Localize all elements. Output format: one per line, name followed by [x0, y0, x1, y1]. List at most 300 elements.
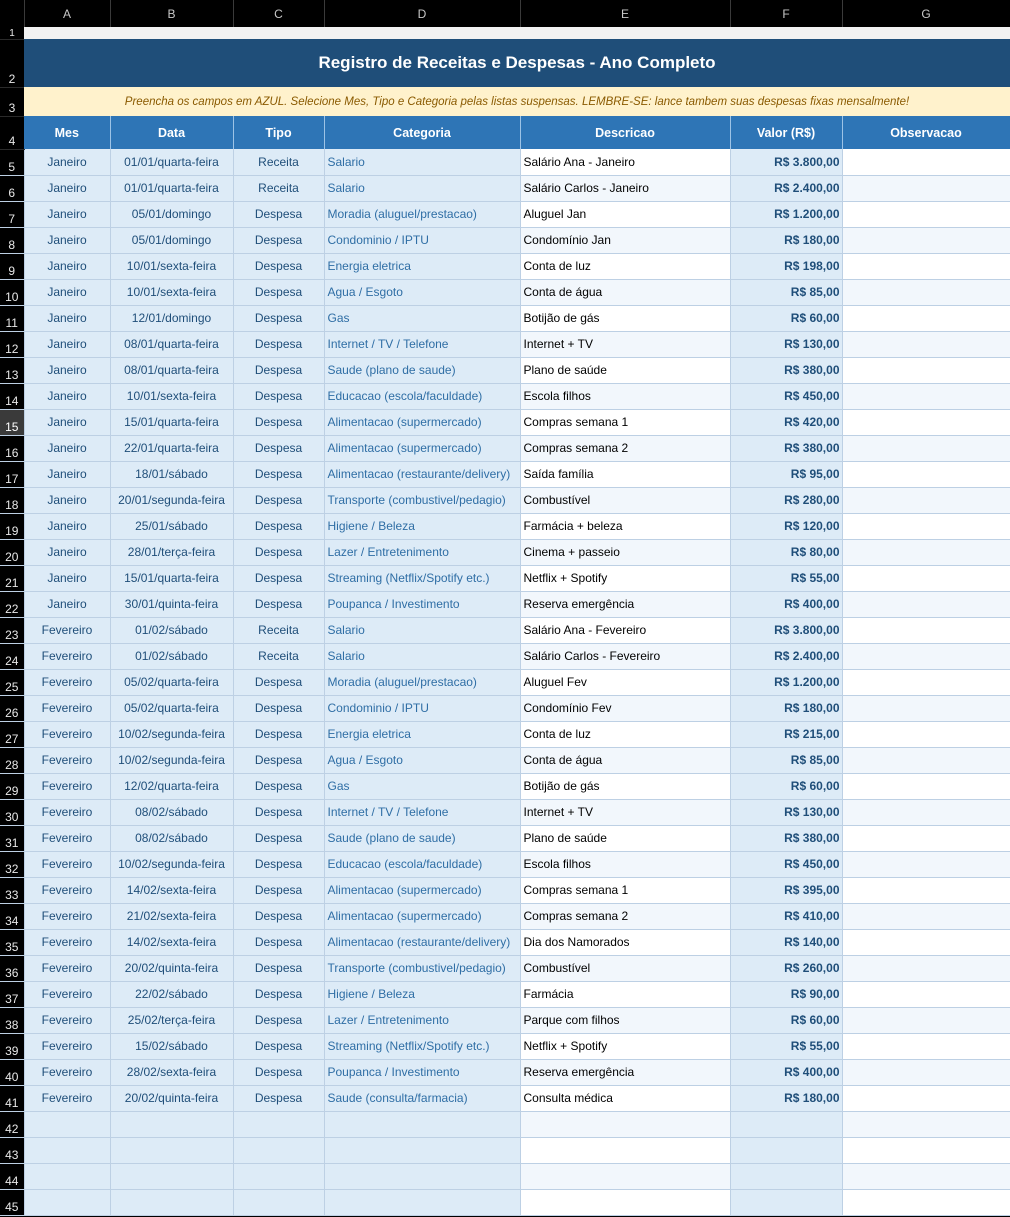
cell-data[interactable]: 15/02/sábado: [110, 1033, 233, 1059]
cell-observacao[interactable]: [842, 851, 1010, 877]
row-header[interactable]: 32: [0, 851, 24, 877]
cell-valor[interactable]: R$ 450,00: [730, 851, 842, 877]
cell-tipo[interactable]: Despesa: [233, 409, 324, 435]
cell-tipo[interactable]: Despesa: [233, 851, 324, 877]
header-tipo[interactable]: Tipo: [233, 116, 324, 149]
empty-cell[interactable]: [233, 1137, 324, 1163]
empty-cell[interactable]: [324, 1137, 520, 1163]
cell-valor[interactable]: R$ 380,00: [730, 435, 842, 461]
cell-data[interactable]: 05/01/domingo: [110, 201, 233, 227]
cell-valor[interactable]: R$ 180,00: [730, 227, 842, 253]
cell-data[interactable]: 08/02/sábado: [110, 799, 233, 825]
cell-categoria[interactable]: Alimentacao (restaurante/delivery): [324, 461, 520, 487]
cell-valor[interactable]: R$ 120,00: [730, 513, 842, 539]
cell-mes[interactable]: Janeiro: [24, 435, 110, 461]
cell-descricao[interactable]: Compras semana 1: [520, 877, 730, 903]
empty-cell[interactable]: [842, 1189, 1010, 1215]
sheet-title[interactable]: Registro de Receitas e Despesas - Ano Completo: [24, 39, 1010, 87]
cell-categoria[interactable]: Energia eletrica: [324, 721, 520, 747]
row-header[interactable]: 21: [0, 565, 24, 591]
row-header[interactable]: 30: [0, 799, 24, 825]
cell-tipo[interactable]: Despesa: [233, 695, 324, 721]
row-header[interactable]: 43: [0, 1137, 24, 1163]
cell-observacao[interactable]: [842, 201, 1010, 227]
cell-observacao[interactable]: [842, 799, 1010, 825]
cell-observacao[interactable]: [842, 669, 1010, 695]
cell-categoria[interactable]: Salario: [324, 175, 520, 201]
cell-observacao[interactable]: [842, 929, 1010, 955]
row-header[interactable]: 2: [0, 39, 24, 87]
cell-mes[interactable]: Fevereiro: [24, 695, 110, 721]
cell-data[interactable]: 30/01/quinta-feira: [110, 591, 233, 617]
cell-descricao[interactable]: Internet + TV: [520, 331, 730, 357]
cell-mes[interactable]: Janeiro: [24, 149, 110, 175]
cell-tipo[interactable]: Despesa: [233, 383, 324, 409]
row-header[interactable]: 4: [0, 116, 24, 149]
cell-data[interactable]: 10/01/sexta-feira: [110, 279, 233, 305]
cell-data[interactable]: 08/01/quarta-feira: [110, 357, 233, 383]
empty-cell[interactable]: [730, 1163, 842, 1189]
cell-categoria[interactable]: Energia eletrica: [324, 253, 520, 279]
cell-tipo[interactable]: Despesa: [233, 435, 324, 461]
cell-tipo[interactable]: Despesa: [233, 955, 324, 981]
cell-valor[interactable]: R$ 198,00: [730, 253, 842, 279]
cell-mes[interactable]: Janeiro: [24, 461, 110, 487]
cell-data[interactable]: 25/01/sábado: [110, 513, 233, 539]
cell-mes[interactable]: Fevereiro: [24, 903, 110, 929]
cell-valor[interactable]: R$ 1.200,00: [730, 201, 842, 227]
empty-cell[interactable]: [110, 1137, 233, 1163]
row-header[interactable]: 25: [0, 669, 24, 695]
cell-descricao[interactable]: Farmácia: [520, 981, 730, 1007]
row-header[interactable]: 10: [0, 279, 24, 305]
row-header[interactable]: 39: [0, 1033, 24, 1059]
cell-valor[interactable]: R$ 400,00: [730, 591, 842, 617]
cell-mes[interactable]: Fevereiro: [24, 1059, 110, 1085]
instruction-note[interactable]: Preencha os campos em AZUL. Selecione Mes, Tipo e Categoria pelas listas suspensas. LEMBRE-SE: lance tambem suas despesas fixas mensalmente!: [24, 87, 1010, 116]
cell-descricao[interactable]: Aluguel Jan: [520, 201, 730, 227]
cell-categoria[interactable]: Higiene / Beleza: [324, 981, 520, 1007]
cell-descricao[interactable]: Salário Ana - Janeiro: [520, 149, 730, 175]
cell-categoria[interactable]: Transporte (combustivel/pedagio): [324, 955, 520, 981]
cell-mes[interactable]: Janeiro: [24, 513, 110, 539]
empty-cell[interactable]: [324, 1189, 520, 1215]
cell-tipo[interactable]: Receita: [233, 643, 324, 669]
header-observacao[interactable]: Observacao: [842, 116, 1010, 149]
cell-categoria[interactable]: Salario: [324, 149, 520, 175]
cell-mes[interactable]: Fevereiro: [24, 825, 110, 851]
cell-valor[interactable]: R$ 400,00: [730, 1059, 842, 1085]
cell-observacao[interactable]: [842, 747, 1010, 773]
cell-mes[interactable]: Janeiro: [24, 565, 110, 591]
cell-categoria[interactable]: Saude (plano de saude): [324, 825, 520, 851]
cell-valor[interactable]: R$ 95,00: [730, 461, 842, 487]
row-header[interactable]: 28: [0, 747, 24, 773]
cell-categoria[interactable]: Salario: [324, 643, 520, 669]
cell-descricao[interactable]: Salário Carlos - Janeiro: [520, 175, 730, 201]
cell-mes[interactable]: Fevereiro: [24, 981, 110, 1007]
cell-descricao[interactable]: Condomínio Jan: [520, 227, 730, 253]
cell-categoria[interactable]: Agua / Esgoto: [324, 279, 520, 305]
cell-data[interactable]: 15/01/quarta-feira: [110, 565, 233, 591]
empty-cell[interactable]: [520, 1111, 730, 1137]
cell-valor[interactable]: R$ 380,00: [730, 825, 842, 851]
cell-descricao[interactable]: Aluguel Fev: [520, 669, 730, 695]
cell-descricao[interactable]: Compras semana 2: [520, 903, 730, 929]
cell-valor[interactable]: R$ 180,00: [730, 1085, 842, 1111]
empty-cell[interactable]: [24, 1163, 110, 1189]
cell-tipo[interactable]: Despesa: [233, 331, 324, 357]
row-header[interactable]: 12: [0, 331, 24, 357]
column-header-e[interactable]: E: [520, 0, 730, 27]
row-header[interactable]: 6: [0, 175, 24, 201]
cell-valor[interactable]: R$ 420,00: [730, 409, 842, 435]
row-header[interactable]: 40: [0, 1059, 24, 1085]
cell-tipo[interactable]: Despesa: [233, 279, 324, 305]
cell-categoria[interactable]: Alimentacao (supermercado): [324, 435, 520, 461]
cell-mes[interactable]: Janeiro: [24, 409, 110, 435]
empty-cell[interactable]: [233, 1111, 324, 1137]
cell-data[interactable]: 01/02/sábado: [110, 617, 233, 643]
cell-mes[interactable]: Fevereiro: [24, 643, 110, 669]
cell-categoria[interactable]: Gas: [324, 305, 520, 331]
cell-observacao[interactable]: [842, 617, 1010, 643]
cell-descricao[interactable]: Internet + TV: [520, 799, 730, 825]
cell-categoria[interactable]: Streaming (Netflix/Spotify etc.): [324, 1033, 520, 1059]
cell-descricao[interactable]: Consulta médica: [520, 1085, 730, 1111]
spacer-cell[interactable]: [24, 27, 1010, 39]
row-header[interactable]: 14: [0, 383, 24, 409]
cell-tipo[interactable]: Despesa: [233, 799, 324, 825]
row-header[interactable]: 44: [0, 1163, 24, 1189]
cell-categoria[interactable]: Alimentacao (restaurante/delivery): [324, 929, 520, 955]
cell-mes[interactable]: Fevereiro: [24, 955, 110, 981]
cell-mes[interactable]: Janeiro: [24, 175, 110, 201]
empty-cell[interactable]: [730, 1111, 842, 1137]
cell-mes[interactable]: Fevereiro: [24, 1033, 110, 1059]
cell-mes[interactable]: Fevereiro: [24, 1085, 110, 1111]
cell-tipo[interactable]: Despesa: [233, 877, 324, 903]
cell-descricao[interactable]: Salário Ana - Fevereiro: [520, 617, 730, 643]
cell-data[interactable]: 10/02/segunda-feira: [110, 851, 233, 877]
cell-data[interactable]: 10/01/sexta-feira: [110, 383, 233, 409]
cell-mes[interactable]: Janeiro: [24, 201, 110, 227]
row-header[interactable]: 18: [0, 487, 24, 513]
cell-observacao[interactable]: [842, 513, 1010, 539]
row-header[interactable]: 31: [0, 825, 24, 851]
cell-tipo[interactable]: Receita: [233, 617, 324, 643]
cell-observacao[interactable]: [842, 1085, 1010, 1111]
cell-valor[interactable]: R$ 280,00: [730, 487, 842, 513]
cell-data[interactable]: 01/02/sábado: [110, 643, 233, 669]
cell-descricao[interactable]: Botijão de gás: [520, 773, 730, 799]
cell-data[interactable]: 21/02/sexta-feira: [110, 903, 233, 929]
cell-descricao[interactable]: Compras semana 2: [520, 435, 730, 461]
cell-valor[interactable]: R$ 450,00: [730, 383, 842, 409]
cell-tipo[interactable]: Despesa: [233, 1007, 324, 1033]
empty-cell[interactable]: [842, 1111, 1010, 1137]
cell-data[interactable]: 14/02/sexta-feira: [110, 877, 233, 903]
empty-cell[interactable]: [110, 1111, 233, 1137]
cell-descricao[interactable]: Conta de luz: [520, 721, 730, 747]
cell-valor[interactable]: R$ 80,00: [730, 539, 842, 565]
row-header[interactable]: 19: [0, 513, 24, 539]
empty-cell[interactable]: [24, 1111, 110, 1137]
cell-categoria[interactable]: Poupanca / Investimento: [324, 1059, 520, 1085]
cell-tipo[interactable]: Despesa: [233, 1033, 324, 1059]
row-header[interactable]: 8: [0, 227, 24, 253]
cell-valor[interactable]: R$ 130,00: [730, 331, 842, 357]
cell-tipo[interactable]: Despesa: [233, 903, 324, 929]
cell-mes[interactable]: Janeiro: [24, 591, 110, 617]
cell-observacao[interactable]: [842, 357, 1010, 383]
cell-observacao[interactable]: [842, 825, 1010, 851]
cell-tipo[interactable]: Despesa: [233, 201, 324, 227]
cell-observacao[interactable]: [842, 955, 1010, 981]
row-header[interactable]: 23: [0, 617, 24, 643]
cell-descricao[interactable]: Escola filhos: [520, 851, 730, 877]
cell-tipo[interactable]: Despesa: [233, 773, 324, 799]
cell-categoria[interactable]: Streaming (Netflix/Spotify etc.): [324, 565, 520, 591]
cell-data[interactable]: 18/01/sábado: [110, 461, 233, 487]
cell-tipo[interactable]: Despesa: [233, 253, 324, 279]
cell-tipo[interactable]: Despesa: [233, 357, 324, 383]
header-descricao[interactable]: Descricao: [520, 116, 730, 149]
cell-descricao[interactable]: Plano de saúde: [520, 357, 730, 383]
row-header[interactable]: 42: [0, 1111, 24, 1137]
cell-data[interactable]: 10/01/sexta-feira: [110, 253, 233, 279]
empty-cell[interactable]: [24, 1189, 110, 1215]
cell-descricao[interactable]: Reserva emergência: [520, 1059, 730, 1085]
cell-descricao[interactable]: Dia dos Namorados: [520, 929, 730, 955]
cell-valor[interactable]: R$ 395,00: [730, 877, 842, 903]
cell-categoria[interactable]: Transporte (combustivel/pedagio): [324, 487, 520, 513]
row-header[interactable]: 35: [0, 929, 24, 955]
column-header-d[interactable]: D: [324, 0, 520, 27]
row-header[interactable]: 17: [0, 461, 24, 487]
cell-tipo[interactable]: Despesa: [233, 539, 324, 565]
cell-mes[interactable]: Janeiro: [24, 227, 110, 253]
cell-data[interactable]: 12/02/quarta-feira: [110, 773, 233, 799]
cell-valor[interactable]: R$ 60,00: [730, 1007, 842, 1033]
cell-data[interactable]: 20/02/quinta-feira: [110, 955, 233, 981]
cell-descricao[interactable]: Reserva emergência: [520, 591, 730, 617]
cell-data[interactable]: 01/01/quarta-feira: [110, 149, 233, 175]
cell-observacao[interactable]: [842, 305, 1010, 331]
cell-categoria[interactable]: Salario: [324, 617, 520, 643]
cell-valor[interactable]: R$ 130,00: [730, 799, 842, 825]
cell-data[interactable]: 22/02/sábado: [110, 981, 233, 1007]
cell-data[interactable]: 05/01/domingo: [110, 227, 233, 253]
cell-categoria[interactable]: Internet / TV / Telefone: [324, 799, 520, 825]
cell-descricao[interactable]: Botijão de gás: [520, 305, 730, 331]
empty-cell[interactable]: [233, 1163, 324, 1189]
row-header[interactable]: 34: [0, 903, 24, 929]
cell-categoria[interactable]: Saude (consulta/farmacia): [324, 1085, 520, 1111]
column-header-g[interactable]: G: [842, 0, 1010, 27]
empty-cell[interactable]: [24, 1137, 110, 1163]
cell-valor[interactable]: R$ 140,00: [730, 929, 842, 955]
row-header[interactable]: 11: [0, 305, 24, 331]
row-header[interactable]: 37: [0, 981, 24, 1007]
cell-mes[interactable]: Fevereiro: [24, 747, 110, 773]
empty-cell[interactable]: [110, 1189, 233, 1215]
cell-categoria[interactable]: Moradia (aluguel/prestacao): [324, 201, 520, 227]
cell-observacao[interactable]: [842, 877, 1010, 903]
cell-categoria[interactable]: Gas: [324, 773, 520, 799]
cell-mes[interactable]: Janeiro: [24, 305, 110, 331]
cell-valor[interactable]: R$ 3.800,00: [730, 149, 842, 175]
cell-data[interactable]: 01/01/quarta-feira: [110, 175, 233, 201]
cell-valor[interactable]: R$ 55,00: [730, 1033, 842, 1059]
cell-observacao[interactable]: [842, 695, 1010, 721]
cell-observacao[interactable]: [842, 1033, 1010, 1059]
row-header[interactable]: 41: [0, 1085, 24, 1111]
cell-tipo[interactable]: Despesa: [233, 305, 324, 331]
row-header[interactable]: 15: [0, 409, 24, 435]
row-header[interactable]: 45: [0, 1189, 24, 1215]
cell-data[interactable]: 12/01/domingo: [110, 305, 233, 331]
empty-cell[interactable]: [324, 1111, 520, 1137]
cell-tipo[interactable]: Despesa: [233, 721, 324, 747]
cell-data[interactable]: 05/02/quarta-feira: [110, 669, 233, 695]
cell-tipo[interactable]: Receita: [233, 149, 324, 175]
cell-mes[interactable]: Fevereiro: [24, 721, 110, 747]
cell-valor[interactable]: R$ 85,00: [730, 279, 842, 305]
cell-observacao[interactable]: [842, 149, 1010, 175]
cell-observacao[interactable]: [842, 253, 1010, 279]
row-header[interactable]: 38: [0, 1007, 24, 1033]
cell-data[interactable]: 08/02/sábado: [110, 825, 233, 851]
cell-valor[interactable]: R$ 3.800,00: [730, 617, 842, 643]
row-header[interactable]: 20: [0, 539, 24, 565]
cell-data[interactable]: 20/01/segunda-feira: [110, 487, 233, 513]
row-header[interactable]: 27: [0, 721, 24, 747]
cell-descricao[interactable]: Combustível: [520, 955, 730, 981]
cell-categoria[interactable]: Alimentacao (supermercado): [324, 877, 520, 903]
cell-mes[interactable]: Janeiro: [24, 539, 110, 565]
empty-cell[interactable]: [233, 1189, 324, 1215]
cell-descricao[interactable]: Combustível: [520, 487, 730, 513]
cell-categoria[interactable]: Condominio / IPTU: [324, 695, 520, 721]
cell-mes[interactable]: Fevereiro: [24, 617, 110, 643]
row-header[interactable]: 7: [0, 201, 24, 227]
cell-descricao[interactable]: Farmácia + beleza: [520, 513, 730, 539]
column-header-c[interactable]: C: [233, 0, 324, 27]
cell-valor[interactable]: R$ 380,00: [730, 357, 842, 383]
empty-cell[interactable]: [730, 1189, 842, 1215]
cell-tipo[interactable]: Despesa: [233, 461, 324, 487]
header-mes[interactable]: Mes: [24, 116, 110, 149]
row-header[interactable]: 29: [0, 773, 24, 799]
cell-valor[interactable]: R$ 60,00: [730, 773, 842, 799]
cell-tipo[interactable]: Despesa: [233, 747, 324, 773]
cell-categoria[interactable]: Poupanca / Investimento: [324, 591, 520, 617]
row-header[interactable]: 33: [0, 877, 24, 903]
column-header-a[interactable]: A: [24, 0, 110, 27]
cell-data[interactable]: 10/02/segunda-feira: [110, 721, 233, 747]
cell-categoria[interactable]: Lazer / Entretenimento: [324, 1007, 520, 1033]
cell-observacao[interactable]: [842, 279, 1010, 305]
cell-tipo[interactable]: Receita: [233, 175, 324, 201]
cell-descricao[interactable]: Parque com filhos: [520, 1007, 730, 1033]
cell-tipo[interactable]: Despesa: [233, 1059, 324, 1085]
empty-cell[interactable]: [842, 1163, 1010, 1189]
row-header[interactable]: 5: [0, 149, 24, 175]
cell-mes[interactable]: Janeiro: [24, 253, 110, 279]
empty-cell[interactable]: [324, 1163, 520, 1189]
cell-categoria[interactable]: Condominio / IPTU: [324, 227, 520, 253]
cell-valor[interactable]: R$ 215,00: [730, 721, 842, 747]
cell-categoria[interactable]: Saude (plano de saude): [324, 357, 520, 383]
cell-descricao[interactable]: Compras semana 1: [520, 409, 730, 435]
cell-observacao[interactable]: [842, 331, 1010, 357]
cell-tipo[interactable]: Despesa: [233, 929, 324, 955]
cell-observacao[interactable]: [842, 227, 1010, 253]
empty-cell[interactable]: [520, 1137, 730, 1163]
cell-observacao[interactable]: [842, 461, 1010, 487]
cell-valor[interactable]: R$ 55,00: [730, 565, 842, 591]
cell-data[interactable]: 28/02/sexta-feira: [110, 1059, 233, 1085]
cell-valor[interactable]: R$ 85,00: [730, 747, 842, 773]
cell-mes[interactable]: Fevereiro: [24, 1007, 110, 1033]
cell-valor[interactable]: R$ 1.200,00: [730, 669, 842, 695]
cell-valor[interactable]: R$ 410,00: [730, 903, 842, 929]
cell-descricao[interactable]: Conta de luz: [520, 253, 730, 279]
cell-data[interactable]: 08/01/quarta-feira: [110, 331, 233, 357]
row-header[interactable]: 16: [0, 435, 24, 461]
cell-data[interactable]: 28/01/terça-feira: [110, 539, 233, 565]
cell-observacao[interactable]: [842, 903, 1010, 929]
cell-descricao[interactable]: Conta de água: [520, 279, 730, 305]
select-all-corner[interactable]: [0, 0, 24, 27]
column-header-f[interactable]: F: [730, 0, 842, 27]
cell-categoria[interactable]: Agua / Esgoto: [324, 747, 520, 773]
cell-descricao[interactable]: Netflix + Spotify: [520, 565, 730, 591]
cell-data[interactable]: 22/01/quarta-feira: [110, 435, 233, 461]
cell-categoria[interactable]: Moradia (aluguel/prestacao): [324, 669, 520, 695]
header-categoria[interactable]: Categoria: [324, 116, 520, 149]
cell-observacao[interactable]: [842, 1059, 1010, 1085]
cell-data[interactable]: 25/02/terça-feira: [110, 1007, 233, 1033]
row-header[interactable]: 26: [0, 695, 24, 721]
cell-descricao[interactable]: Escola filhos: [520, 383, 730, 409]
column-header-b[interactable]: B: [110, 0, 233, 27]
cell-observacao[interactable]: [842, 565, 1010, 591]
header-data[interactable]: Data: [110, 116, 233, 149]
cell-observacao[interactable]: [842, 643, 1010, 669]
cell-mes[interactable]: Fevereiro: [24, 773, 110, 799]
cell-descricao[interactable]: Cinema + passeio: [520, 539, 730, 565]
cell-descricao[interactable]: Netflix + Spotify: [520, 1033, 730, 1059]
cell-data[interactable]: 14/02/sexta-feira: [110, 929, 233, 955]
cell-observacao[interactable]: [842, 383, 1010, 409]
cell-mes[interactable]: Janeiro: [24, 331, 110, 357]
cell-data[interactable]: 15/01/quarta-feira: [110, 409, 233, 435]
row-header[interactable]: 22: [0, 591, 24, 617]
cell-mes[interactable]: Fevereiro: [24, 877, 110, 903]
cell-categoria[interactable]: Alimentacao (supermercado): [324, 903, 520, 929]
cell-valor[interactable]: R$ 2.400,00: [730, 175, 842, 201]
row-header[interactable]: 3: [0, 87, 24, 116]
cell-categoria[interactable]: Educacao (escola/faculdade): [324, 383, 520, 409]
cell-tipo[interactable]: Despesa: [233, 825, 324, 851]
cell-categoria[interactable]: Lazer / Entretenimento: [324, 539, 520, 565]
header-valor[interactable]: Valor (R$): [730, 116, 842, 149]
cell-descricao[interactable]: Saída família: [520, 461, 730, 487]
cell-valor[interactable]: R$ 2.400,00: [730, 643, 842, 669]
cell-valor[interactable]: R$ 90,00: [730, 981, 842, 1007]
